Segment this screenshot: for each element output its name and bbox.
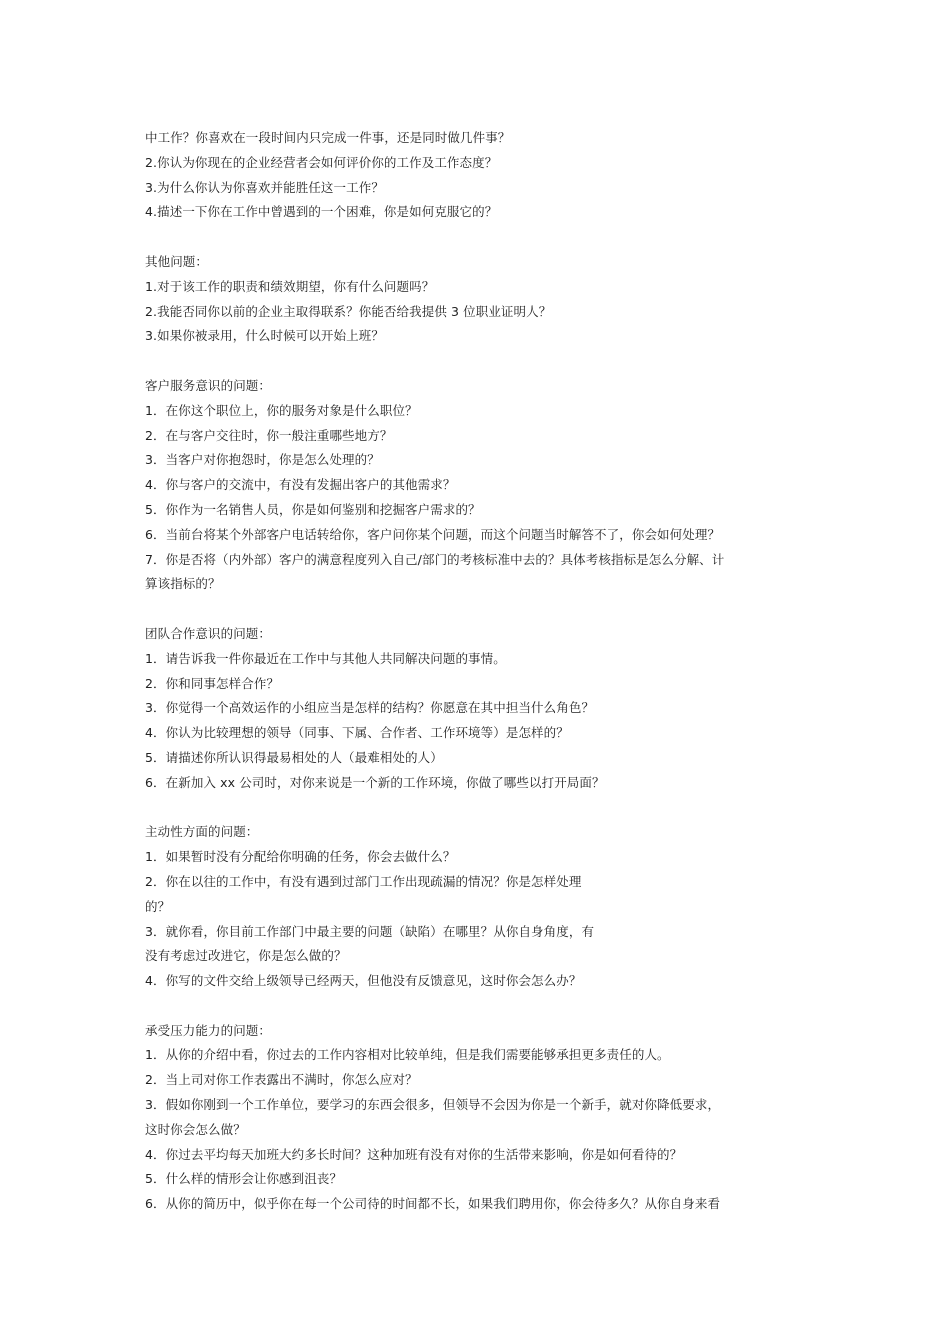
text-line: 6．从你的简历中，似乎你在每一个公司待的时间都不长，如果我们聘用你，你会待多久？从你自身来看: [145, 1196, 721, 1212]
section-heading: 客户服务意识的问题：: [145, 377, 272, 393]
text-line: 算该指标的？: [145, 576, 221, 592]
text-line: 2．在与客户交往时，你一般注重哪些地方？: [145, 427, 393, 443]
text-line: 2．你和同事怎样合作？: [145, 675, 280, 691]
text-line: 没有考虑过改进它，你是怎么做的？: [145, 948, 347, 964]
document-body: [145, 126, 815, 1242]
initiative-section: [145, 820, 815, 994]
text-line: 1．在你这个职位上，你的服务对象是什么职位？: [145, 402, 418, 418]
text-line: 3．你觉得一个高效运作的小组应当是怎样的结构？你愿意在其中担当什么角色？: [145, 700, 595, 716]
text-line: 5．请描述你所认识得最易相处的人（最难相处的人）: [145, 749, 443, 765]
text-line: 6．当前台将某个外部客户电话转给你，客户问你某个问题，而这个问题当时解答不了，你会如何处理？: [145, 526, 721, 542]
text-line: 2．当上司对你工作表露出不满时，你怎么应对？: [145, 1072, 418, 1088]
text-line: 5．什么样的情形会让你感到沮丧？: [145, 1171, 343, 1187]
text-line: 3.为什么你认为你喜欢并能胜任这一工作？: [145, 179, 384, 195]
text-line: 2.我能否同你以前的企业主取得联系？你能否给我提供 3 位职业证明人？: [145, 303, 552, 319]
text-line: 4．你过去平均每天加班大约多长时间？这种加班有没有对你的生活带来影响，你是如何看待的？: [145, 1146, 683, 1162]
customer-service-section: [145, 374, 815, 597]
text-line: 2.你认为你现在的企业经营者会如何评价你的工作及工作态度？: [145, 154, 498, 170]
section-heading: 承受压力能力的问题：: [145, 1022, 272, 1038]
text-line: 1．如果暂时没有分配给你明确的任务，你会去做什么？: [145, 849, 456, 865]
text-line: 5．你作为一名销售人员，你是如何鉴别和挖掘客户需求的？: [145, 501, 481, 517]
text-line: 3．就你看，你目前工作部门中最主要的问题（缺陷）在哪里？从你自身角度，有: [145, 923, 595, 939]
text-line: 这时你会怎么做？: [145, 1121, 246, 1137]
stress-tolerance-section: [145, 1019, 815, 1217]
text-line: 1．请告诉我一件你最近在工作中与其他人共同解决问题的事情。: [145, 650, 506, 666]
section-heading: 团队合作意识的问题：: [145, 625, 272, 641]
text-line: 2．你在以往的工作中，有没有遇到过部门工作出现疏漏的情况？你是怎样处理: [145, 873, 582, 889]
text-line: 7．你是否将（内外部）客户的满意程度列入自己/部门的考核标准中去的？具体考核指标是怎么分解、计: [145, 551, 725, 567]
section-heading: 其他问题：: [145, 253, 209, 269]
text-line: 4．你认为比较理想的领导（同事、下属、合作者、工作环境等）是怎样的？: [145, 725, 569, 741]
text-line: 3．假如你刚到一个工作单位，要学习的东西会很多，但领导不会因为你是一个新手，就对你降低要求，: [145, 1097, 721, 1113]
text-line: 1.对于该工作的职责和绩效期望，你有什么问题吗？: [145, 278, 435, 294]
work-style-questions: [145, 126, 815, 225]
text-line: 的？: [145, 898, 171, 914]
section-heading: 主动性方面的问题：: [145, 824, 259, 840]
teamwork-section: [145, 622, 815, 796]
text-line: 3.如果你被录用，什么时候可以开始上班？: [145, 328, 384, 344]
text-line: 4．你写的文件交给上级领导已经两天，但他没有反馈意见，这时你会怎么办？: [145, 973, 582, 989]
text-line: 中工作？你喜欢在一段时间内只完成一件事，还是同时做几件事？: [145, 130, 511, 145]
text-line: 3．当客户对你抱怨时，你是怎么处理的？: [145, 452, 380, 468]
text-line: 4．你与客户的交流中，有没有发掘出客户的其他需求？: [145, 477, 456, 493]
text-line: 4.描述一下你在工作中曾遇到的一个困难，你是如何克服它的？: [145, 204, 498, 220]
text-line: 6．在新加入 xx 公司时，对你来说是一个新的工作环境，你做了哪些以打开局面？: [145, 774, 605, 790]
other-questions-section: [145, 250, 815, 349]
text-line: 1．从你的介绍中看，你过去的工作内容相对比较单纯，但是我们需要能够承担更多责任的人。: [145, 1047, 670, 1063]
